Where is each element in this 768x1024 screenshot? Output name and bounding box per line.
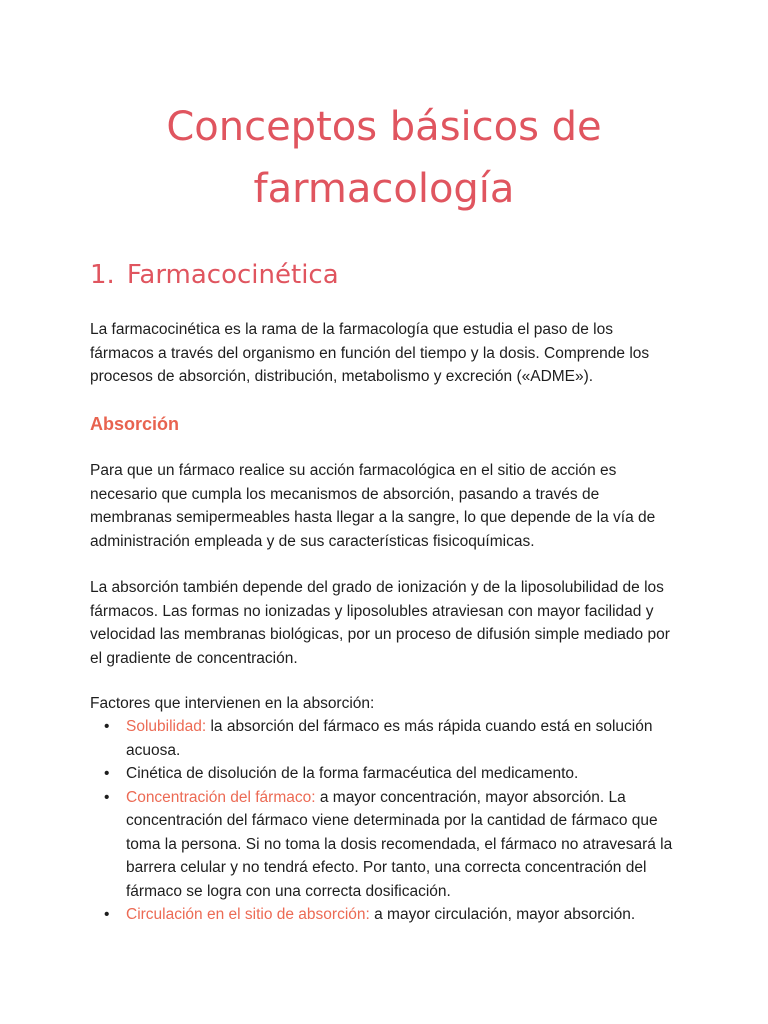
bullet-icon: •: [104, 788, 110, 806]
bullet-icon: •: [104, 906, 110, 923]
intro-paragraph: La farmacocinética es la rama de la farmacología que estudia el paso de los fármacos a través del organismo en función del tiempo y la dosis. Comprende los procesos de absorción, distribución, metabolismo y excreción («ADME»).: [90, 321, 650, 385]
factor-text: a mayor concentración, mayor absorción. La concentración del fármaco viene determinada por la cantidad de fármaco que toma la persona. Si no toma la dosis recomendada, el fármaco no atravesará la barrera celular y no tendrá efecto. Por tanto, una correcta concentración del fármaco se logra con una correcta dosificación.: [126, 788, 673, 900]
factor-term: Circulación en el sitio de absorción:: [126, 906, 370, 923]
factors-list: [90, 715, 690, 927]
list-item: [90, 715, 690, 762]
list-item: [90, 762, 690, 786]
factor-term: Concentración del fármaco:: [126, 788, 316, 806]
factors-intro: Factores que intervienen en la absorción:: [90, 695, 375, 712]
bullet-icon: •: [104, 718, 110, 735]
document-title-line-2: farmacología: [253, 166, 515, 212]
bullet-icon: •: [104, 765, 110, 782]
document-title: [0, 96, 768, 220]
list-item: [90, 786, 690, 904]
factor-text: la absorción del fármaco es más rápida cuando está en solución acuosa.: [126, 718, 653, 759]
section-heading: [90, 255, 339, 295]
section-number: 1.: [90, 260, 115, 290]
factor-text: Cinética de disolución de la forma farmacéutica del medicamento.: [126, 765, 579, 782]
absorption-paragraph-1: Para que un fármaco realice su acción farmacológica en el sitio de acción es necesario que cumpla los mecanismos de absorción, pasando a través de membranas semipermeables hasta llegar a la sangre, lo que depende de la vía de administración empleada y de sus características fisicoquímicas.: [90, 462, 656, 550]
section-heading-text: Farmacocinética: [126, 260, 339, 290]
absorption-paragraph-2: La absorción también depende del grado de ionización y de la liposolubilidad de los fármacos. Las formas no ionizadas y liposolubles atraviesan con mayor facilidad y velocidad las membranas biológicas, por un proceso de difusión simple mediado por el gradiente de concentración.: [90, 579, 670, 667]
factor-text: a mayor circulación, mayor absorción.: [369, 906, 636, 923]
factor-term: Solubilidad:: [126, 718, 207, 735]
list-item: [90, 903, 690, 927]
subheading-absorcion: Absorción: [90, 414, 180, 434]
document-title-line-1: Conceptos básicos de: [166, 104, 602, 150]
